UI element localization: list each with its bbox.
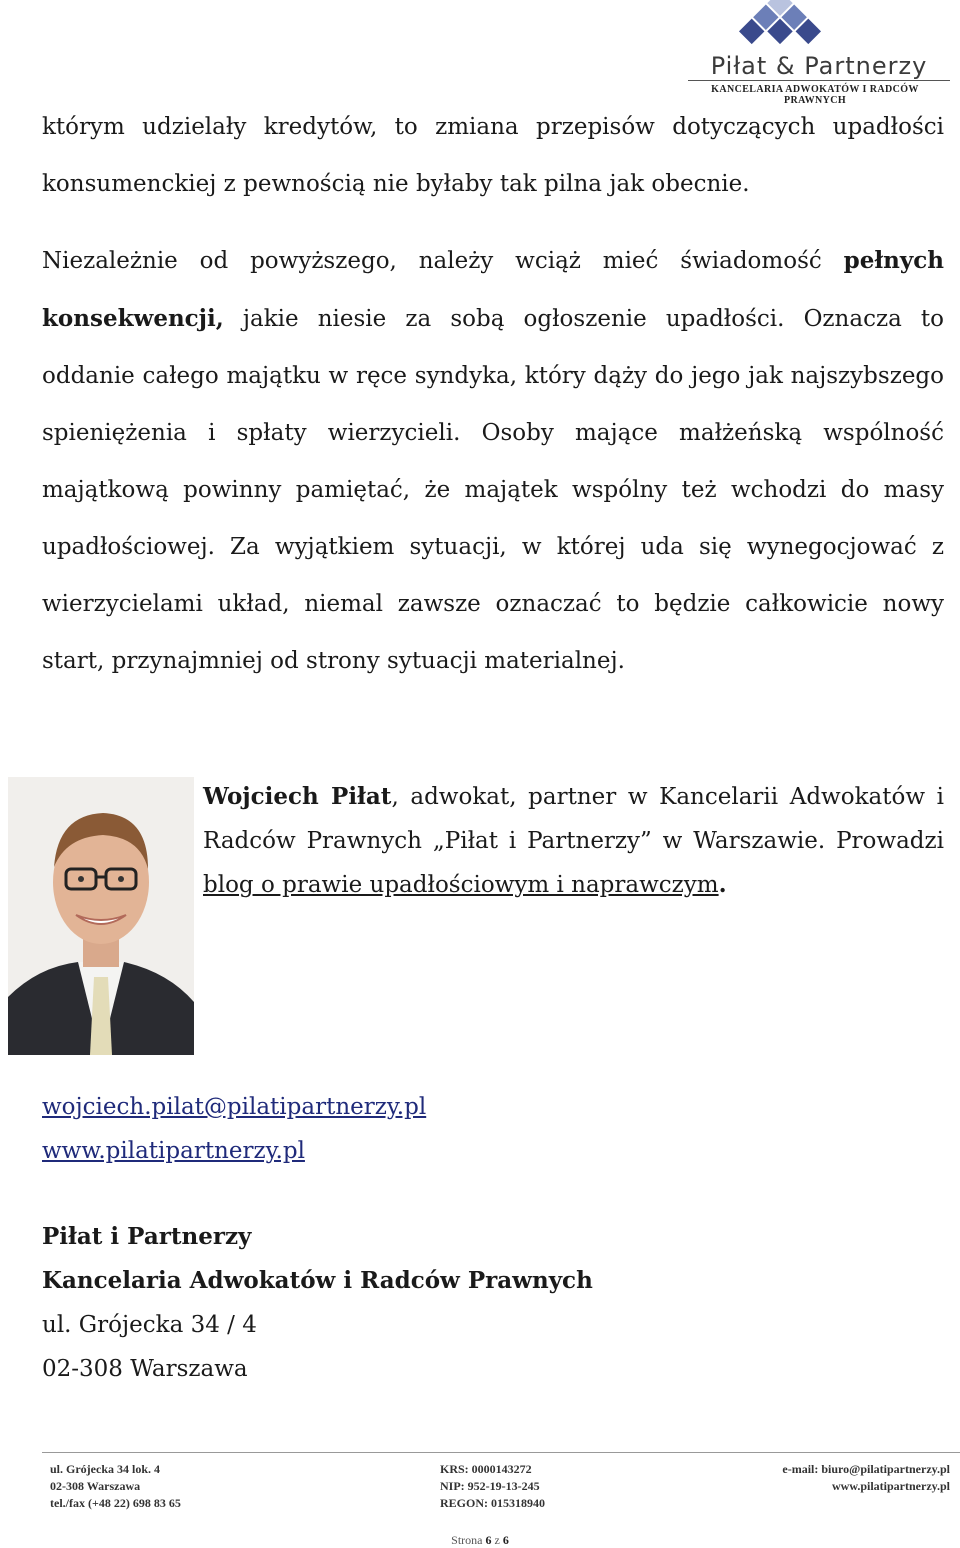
footer-line: REGON: 015318940 — [440, 1496, 545, 1510]
contact-links — [42, 1085, 426, 1173]
website-link[interactable]: www.pilatipartnerzy.pl — [42, 1138, 305, 1164]
author-name: Wojciech Piłat — [203, 783, 392, 810]
paragraph-2 — [42, 232, 944, 690]
page-current: 6 — [485, 1533, 492, 1547]
logo-firm-name: Piłat & Partnerzy — [710, 52, 928, 80]
logo-divider — [688, 80, 950, 81]
paragraph-2-rest: jakie niesie za sobą ogłoszenie upadłości. Oznacza to oddanie całego majątku w ręce syndyka, który dąży do jego jak najszybszego spieniężenia i spłaty wierzycieli. Osoby mające małżeńską wspólność majątkową powinny pamiętać, że majątek wspólny też wchodzi do masy upadłościowej. Za wyjątkiem sytuacji, w której uda się wynegocjować z wierzycielami układ, niemal zawsze oznaczać to będzie całkowicie nowy start, przynajmniej od strony sytuacji materialnej. — [42, 306, 944, 674]
blog-link[interactable]: blog o prawie upadłościowym i naprawczym — [203, 872, 719, 898]
paragraph-1: którym udzielały kredytów, to zmiana przepisów dotyczących upadłości konsumenckiej z pewnością nie byłaby tak pilna jak obecnie. — [42, 114, 944, 197]
email-link[interactable]: wojciech.pilat@pilatipartnerzy.pl — [42, 1094, 427, 1120]
address-firm-name: Piłat i Partnerzy — [42, 1223, 252, 1250]
page-of: z — [494, 1533, 500, 1547]
page-number — [0, 1533, 960, 1548]
author-bio — [203, 775, 944, 907]
footer-line: ul. Grójecka 34 lok. 4 — [50, 1462, 160, 1476]
footer-divider — [42, 1452, 960, 1453]
address-office: Kancelaria Adwokatów i Radców Prawnych — [42, 1267, 593, 1294]
author-photo — [8, 777, 194, 1055]
footer-line: e-mail: biuro@pilatipartnerzy.pl — [782, 1462, 950, 1476]
author-bio-text: , adwokat, partner w Kancelarii Adwokatów i Radców Prawnych „Piłat i Partnerzy” w Warszawie. Prowadzi — [203, 784, 944, 854]
footer-registry — [440, 1461, 545, 1512]
firm-address — [42, 1215, 593, 1391]
footer-line: 02-308 Warszawa — [50, 1479, 141, 1493]
address-street: ul. Grójecka 34 / 4 — [42, 1312, 257, 1338]
logo-squares-icon — [720, 0, 840, 60]
footer-line: NIP: 952-19-13-245 — [440, 1479, 540, 1493]
footer-line: www.pilatipartnerzy.pl — [831, 1479, 950, 1493]
footer-address — [50, 1461, 181, 1512]
address-city: 02-308 Warszawa — [42, 1356, 248, 1382]
firm-logo — [680, 0, 950, 106]
page-total: 6 — [502, 1533, 509, 1547]
paragraph-2-start: Niezależnie od powyższego, należy wciąż mieć świadomość — [42, 248, 844, 274]
paragraph-2-bold: pełnych konsekwencji, — [42, 247, 944, 332]
logo-subtitle: KANCELARIA ADWOKATÓW I RADCÓW PRAWNYCH — [711, 84, 919, 106]
footer-line: tel./fax (+48 22) 698 83 65 — [50, 1496, 181, 1510]
author-bio-end: . — [718, 871, 727, 898]
footer-line: KRS: 0000143272 — [440, 1462, 532, 1476]
page-label: Strona — [451, 1533, 483, 1547]
footer-contact — [740, 1461, 950, 1495]
